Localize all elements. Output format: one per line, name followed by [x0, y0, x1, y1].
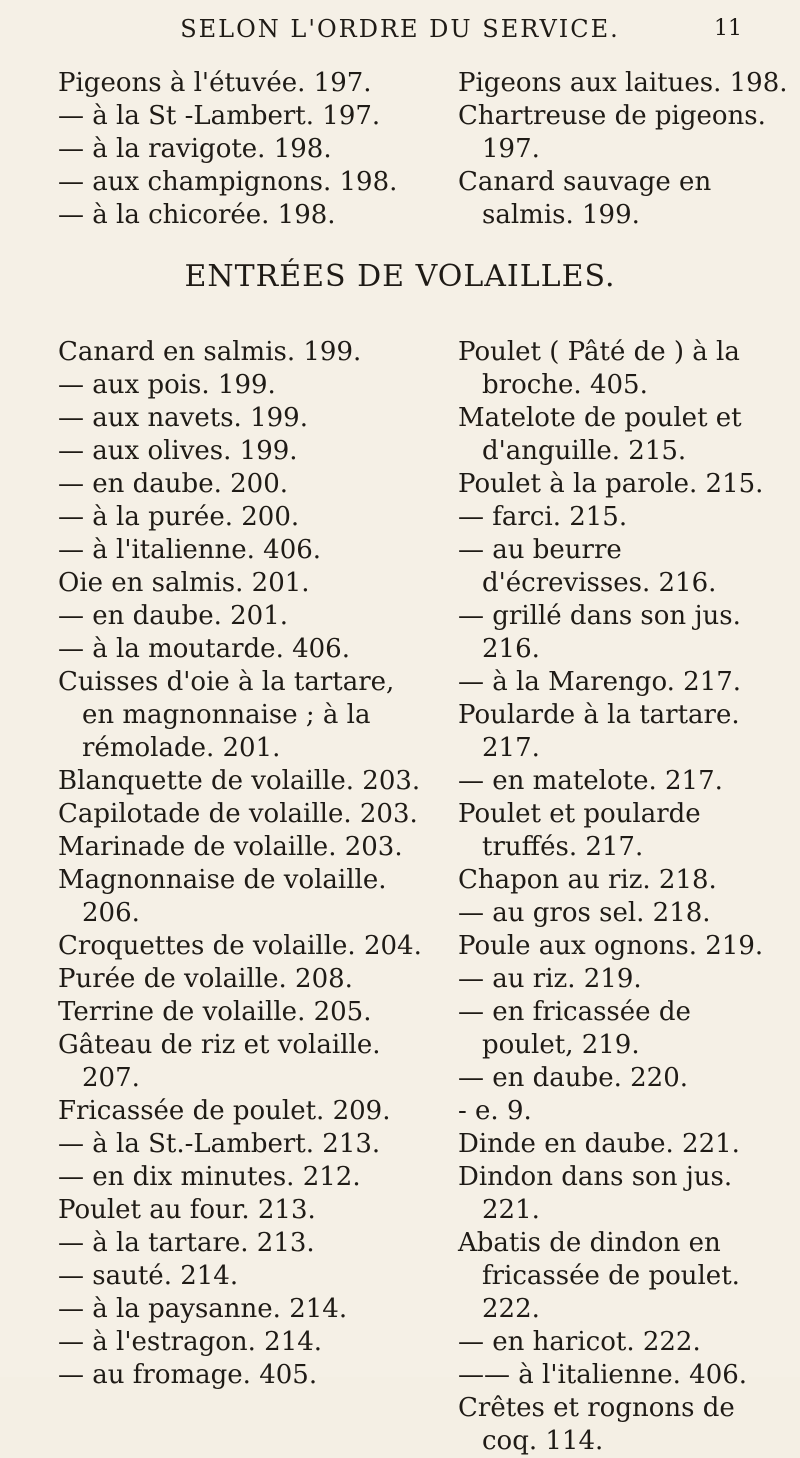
index-entry: Poulet au four. 213.	[58, 1195, 316, 1225]
index-entry: — en dix minutes. 212.	[58, 1162, 361, 1192]
index-entry: — aux olives. 199.	[58, 436, 298, 466]
index-entry: — en fricassée de poulet, 219.	[458, 997, 691, 1060]
index-entry: Poule aux ognons. 219.	[458, 931, 764, 961]
index-entry: Dinde en daube. 221.	[458, 1129, 740, 1159]
index-entry: — en daube. 201.	[58, 601, 289, 631]
index-entry: — sauté. 214.	[58, 1261, 239, 1291]
index-entry: — aux champignons. 198.	[58, 167, 398, 197]
index-entry: Poulet ( Pâté de ) à la broche. 405.	[458, 337, 740, 400]
index-entry: Crêtes et rognons de coq. 114.	[458, 1393, 735, 1456]
index-entry: — aux pois. 199.	[58, 370, 276, 400]
index-entry: — à la St -Lambert. 197.	[58, 101, 381, 131]
index-entry: Oie en salmis. 201.	[58, 568, 310, 598]
running-title: SELON L'ORDRE DU SERVICE.	[180, 15, 620, 43]
main-right-column	[458, 336, 788, 1458]
index-entry: — à l'estragon. 214.	[58, 1327, 323, 1357]
index-entry: Pigeons aux laitues. 198.	[458, 68, 788, 98]
page-number: 11	[714, 16, 742, 41]
top-entries	[0, 67, 800, 247]
index-entry: Purée de volaille. 208.	[58, 964, 353, 994]
index-entry: — en daube. 200.	[58, 469, 289, 499]
main-entries	[0, 336, 800, 1456]
index-entry: — à la paysanne. 214.	[58, 1294, 348, 1324]
index-entry: — à la moutarde. 406.	[58, 634, 350, 664]
index-entry: Capilotade de volaille. 203.	[58, 799, 418, 829]
index-entry: Fricassée de poulet. 209.	[58, 1096, 391, 1126]
index-entry: — à la ravigote. 198.	[58, 134, 332, 164]
main-left-column	[58, 336, 428, 1392]
index-entry: Cuisses d'oie à la tartare, en magnonnaise ; à la rémolade. 201.	[58, 667, 395, 763]
index-entry: — en matelote. 217.	[458, 766, 723, 796]
index-entry: Poulet à la parole. 215.	[458, 469, 764, 499]
index-entry: Magnonnaise de volaille. 206.	[58, 865, 387, 928]
index-entry: — au riz. 219.	[458, 964, 642, 994]
index-entry: Blanquette de volaille. 203.	[58, 766, 421, 796]
index-entry: — à la tartare. 213.	[58, 1228, 315, 1258]
top-left-column	[58, 67, 428, 232]
running-header	[0, 14, 800, 44]
index-entry: Chartreuse de pigeons. 197.	[458, 101, 766, 164]
index-entry: — en daube. 220.	[458, 1063, 689, 1093]
index-entry: Marinade de volaille. 203.	[58, 832, 403, 862]
section-title: ENTRÉES DE VOLAILLES.	[184, 259, 616, 294]
index-entry: Pigeons à l'étuvée. 197.	[58, 68, 372, 98]
index-entry: Terrine de volaille. 205.	[58, 997, 372, 1027]
index-entry: Dindon dans son jus. 221.	[458, 1162, 733, 1225]
top-right-column	[458, 67, 788, 232]
index-entry: — à la Marengo. 217.	[458, 667, 742, 697]
index-entry: Croquettes de volaille. 204.	[58, 931, 422, 961]
index-entry: - e. 9.	[458, 1096, 532, 1126]
index-entry: — à l'italienne. 406.	[58, 535, 322, 565]
index-entry: — en haricot. 222.	[458, 1327, 701, 1357]
index-entry: — à la purée. 200.	[58, 502, 300, 532]
index-entry: Canard sauvage en salmis. 199.	[458, 167, 712, 230]
index-entry: Poulet et poularde truffés. 217.	[458, 799, 701, 862]
index-entry: — farci. 215.	[458, 502, 628, 532]
index-entry: — au fromage. 405.	[58, 1360, 318, 1390]
index-entry: Canard en salmis. 199.	[58, 337, 362, 367]
index-entry: Gâteau de riz et volaille. 207.	[58, 1030, 381, 1093]
index-entry: — au gros sel. 218.	[458, 898, 711, 928]
index-entry: — au beurre d'écrevisses. 216.	[458, 535, 717, 598]
index-entry: — à la chicorée. 198.	[58, 200, 336, 230]
index-entry: Abatis de dindon en fricassée de poulet. 222.	[458, 1228, 740, 1324]
index-entry: Chapon au riz. 218.	[458, 865, 717, 895]
index-entry: — grillé dans son jus. 216.	[458, 601, 741, 664]
index-entry: — aux navets. 199.	[58, 403, 308, 433]
index-entry: — à la St.-Lambert. 213.	[58, 1129, 381, 1159]
index-entry: Poularde à la tartare. 217.	[458, 700, 740, 763]
index-entry: Matelote de poulet et d'anguille. 215.	[458, 403, 742, 466]
index-entry: —— à l'italienne. 406.	[458, 1360, 748, 1390]
